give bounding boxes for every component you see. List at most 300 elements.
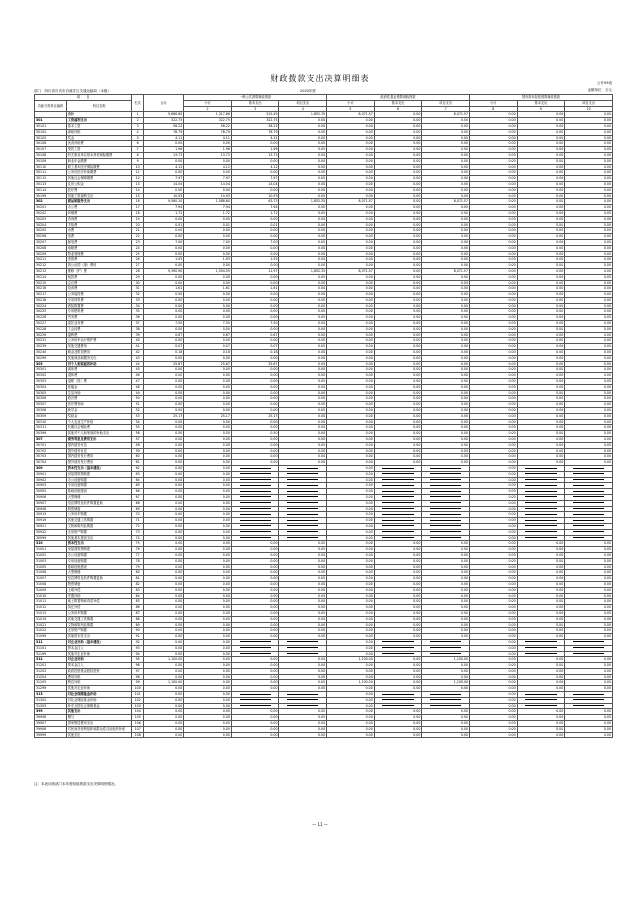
row-value: 0.00 (231, 605, 279, 611)
dash-mark (382, 647, 413, 648)
row-name: 国内债务发行费用 (66, 454, 132, 460)
row-value: 0.00 (565, 686, 613, 692)
row-code: 39907 (35, 721, 67, 727)
row-value: 7.00 (231, 239, 279, 245)
row-value: 0.00 (469, 263, 517, 269)
row-value: 1.93 (144, 257, 184, 263)
row-value: 0.00 (231, 593, 279, 599)
row-name: 资本性支出（基本建设） (66, 466, 132, 472)
row-value: 0.00 (517, 431, 565, 437)
row-lineno: 47 (132, 379, 144, 385)
row-value: 0.00 (327, 187, 375, 193)
row-name: 基本工资 (66, 123, 132, 129)
row-value: 0.00 (327, 338, 375, 344)
row-value: 0.00 (327, 610, 375, 616)
row-value: 0.00 (144, 425, 184, 431)
row-value: 0.00 (374, 663, 422, 669)
row-lineno: 44 (132, 361, 144, 367)
row-value: 0.00 (517, 222, 565, 228)
dash-mark (240, 496, 271, 497)
row-lineno: 19 (132, 216, 144, 222)
dash-mark (382, 653, 413, 654)
row-value: 0.00 (327, 442, 375, 448)
row-name: 土地补偿 (66, 587, 132, 593)
row-value: 0.00 (144, 703, 184, 709)
row-value: 0.00 (231, 303, 279, 309)
row-name: 利息补贴 (66, 680, 132, 686)
dash-mark (287, 520, 318, 521)
row-value: 0.00 (231, 437, 279, 443)
row-value: 0.00 (184, 251, 232, 257)
row-lineno: 83 (132, 587, 144, 593)
dash-mark (430, 531, 461, 532)
expenditure-table (34, 94, 613, 738)
row-value: 0.00 (144, 170, 184, 176)
row-code: 30102 (35, 129, 67, 135)
dash-mark (287, 496, 318, 497)
row-value: 0.00 (327, 303, 375, 309)
row-value: 0.00 (422, 176, 470, 182)
row-value: 322.75 (231, 118, 279, 124)
row-value: 0.00 (374, 216, 422, 222)
row-value: 0.00 (565, 350, 613, 356)
row-value: 0.00 (231, 680, 279, 686)
row-value: 0.00 (469, 454, 517, 460)
row-name: 国家赔偿费用支出 (66, 721, 132, 727)
row-value: 0.00 (469, 605, 517, 611)
dash-mark (382, 502, 413, 503)
row-value: 0.00 (565, 558, 613, 564)
dash-mark (525, 525, 556, 526)
row-value: 0.18 (231, 350, 279, 356)
row-value: 0.00 (422, 593, 470, 599)
row-name: 个人农业生产补贴 (66, 419, 132, 425)
header-total: 合计 (144, 95, 184, 112)
dash-mark (430, 520, 461, 521)
row-value: 0.00 (374, 379, 422, 385)
row-lineno: 31 (132, 286, 144, 292)
row-value: 0.00 (374, 286, 422, 292)
row-value: 0.00 (327, 396, 375, 402)
row-name: 其他支出 (66, 709, 132, 715)
row-value: 0.00 (374, 222, 422, 228)
row-value: 0.00 (279, 263, 327, 269)
colnum: 2 (184, 106, 232, 112)
row-value: 0.00 (565, 181, 613, 187)
row-value: 0.00 (184, 454, 232, 460)
row-value: 0.00 (469, 518, 517, 524)
row-value: 0.00 (327, 373, 375, 379)
row-value: 0.00 (469, 303, 517, 309)
row-code: 30307 (35, 402, 67, 408)
row-value: 0.00 (422, 448, 470, 454)
row-value: 0.00 (422, 402, 470, 408)
row-value: 0.00 (422, 558, 470, 564)
row-value: 0.00 (184, 576, 232, 582)
row-value: 0.00 (231, 373, 279, 379)
header-name: 科目名称 (66, 100, 132, 112)
row-value: 0.00 (279, 437, 327, 443)
dash-mark (525, 520, 556, 521)
dash-mark (573, 525, 604, 526)
row-value: 0.00 (279, 118, 327, 124)
row-name: 租赁费 (66, 274, 132, 280)
row-lineno: 43 (132, 355, 144, 361)
row-code: 31010 (35, 593, 67, 599)
row-value: 0.00 (517, 292, 565, 298)
row-value: 0.00 (469, 674, 517, 680)
row-value: 0.00 (374, 448, 422, 454)
row-value: 7.94 (144, 205, 184, 211)
row-value: 0.00 (374, 599, 422, 605)
row-value: 0.00 (469, 350, 517, 356)
row-value: 0.00 (184, 593, 232, 599)
row-value: 0.00 (184, 460, 232, 466)
row-value: 0.00 (184, 338, 232, 344)
table-body (35, 112, 613, 738)
dash-mark (525, 496, 556, 497)
dash-mark (240, 705, 271, 706)
row-name: 代缴社会保险费 (66, 425, 132, 431)
row-name: 补充全国社会保障基金 (66, 703, 132, 709)
row-name: 培训费 (66, 286, 132, 292)
row-value: 0.00 (279, 431, 327, 437)
row-value: 0.00 (231, 686, 279, 692)
row-value: 0.00 (517, 390, 565, 396)
row-name: 其他对企业补助 (66, 651, 132, 657)
row-value: 0.00 (144, 616, 184, 622)
row-code: 30109 (35, 158, 67, 164)
row-value: 0.00 (517, 437, 565, 443)
row-name: 绩效工资 (66, 147, 132, 153)
row-value: 0.00 (469, 251, 517, 257)
row-value: 0.00 (469, 187, 517, 193)
dash-mark (240, 647, 271, 648)
row-code: 30228 (35, 326, 67, 332)
row-value: 8,071.57 (327, 199, 375, 205)
row-lineno: 97 (132, 668, 144, 674)
row-value: 0.00 (374, 593, 422, 599)
row-value: 0.00 (184, 547, 232, 553)
row-name: 水费 (66, 228, 132, 234)
row-value: 0.00 (422, 292, 470, 298)
row-value: 0.00 (279, 732, 327, 738)
row-value: 0.00 (144, 686, 184, 692)
row-value: 0.00 (279, 413, 327, 419)
row-value: 0.00 (565, 141, 613, 147)
row-value: 0.00 (422, 576, 470, 582)
row-value: 1.96 (184, 147, 232, 153)
row-value: 0.00 (279, 726, 327, 732)
row-value: 0.00 (469, 431, 517, 437)
row-value: 0.00 (184, 692, 232, 698)
row-lineno: 33 (132, 297, 144, 303)
row-value: 0.00 (327, 147, 375, 153)
row-value: 0.00 (469, 199, 517, 205)
row-value: 1,100.00 (144, 680, 184, 686)
row-value: 0.00 (469, 419, 517, 425)
row-value: 7.50 (144, 321, 184, 327)
row-lineno: 79 (132, 564, 144, 570)
row-value: 0.00 (422, 628, 470, 634)
row-value: 0.00 (422, 570, 470, 576)
row-value: 0.00 (231, 425, 279, 431)
row-name: 公务接待费 (66, 292, 132, 298)
row-value: 0.00 (469, 535, 517, 541)
row-value: 0.00 (327, 639, 375, 645)
row-value: 0.00 (279, 152, 327, 158)
row-name: 物资储备 (66, 506, 132, 512)
row-code: 30299 (35, 355, 67, 361)
row-lineno: 48 (132, 384, 144, 390)
row-lineno: 5 (132, 135, 144, 141)
row-value: 0.00 (517, 605, 565, 611)
row-name: 被装购置费 (66, 303, 132, 309)
row-lineno: 12 (132, 176, 144, 182)
row-value: 0.00 (144, 587, 184, 593)
dash-mark (287, 473, 318, 474)
row-value: 1.96 (144, 147, 184, 153)
row-value: 0.00 (469, 112, 517, 118)
header-fund-budget: 政府性基金预算财政拨款 (327, 95, 470, 101)
row-value: 0.00 (144, 651, 184, 657)
row-value: 0.00 (144, 558, 184, 564)
row-code: 30301 (35, 367, 67, 373)
row-code: 30106 (35, 141, 67, 147)
row-name: 办公设备购置 (66, 552, 132, 558)
row-value: 0.00 (231, 709, 279, 715)
row-name: 公务员医疗补助缴费 (66, 170, 132, 176)
row-value: 0.00 (374, 309, 422, 315)
dash-mark (525, 705, 556, 706)
row-code: 30209 (35, 251, 67, 257)
row-value: 0.00 (184, 390, 232, 396)
row-value: 0.00 (565, 605, 613, 611)
dash-mark (525, 473, 556, 474)
dash-mark (382, 537, 413, 538)
row-name: 津贴补贴 (66, 129, 132, 135)
row-value: 0.00 (422, 674, 470, 680)
row-value: 0.00 (327, 483, 375, 489)
row-value: 0.00 (279, 321, 327, 327)
row-name: 专用材料费 (66, 297, 132, 303)
row-value: 58.22 (184, 123, 232, 129)
dash-mark (382, 473, 413, 474)
row-value: 0.00 (327, 512, 375, 518)
row-code: 30226 (35, 315, 67, 321)
dash-mark (525, 699, 556, 700)
row-value: 0.00 (422, 390, 470, 396)
dash-mark (430, 641, 461, 642)
row-value: 0.07 (231, 344, 279, 350)
row-name: 信息网络及软件购置更新 (66, 576, 132, 582)
row-value: 0.00 (231, 622, 279, 628)
row-value: 0.00 (144, 506, 184, 512)
row-value: 0.00 (327, 645, 375, 651)
row-lineno: 35 (132, 309, 144, 315)
row-value: 0.00 (231, 297, 279, 303)
row-code: 30213 (35, 268, 67, 274)
row-lineno: 90 (132, 628, 144, 634)
dash-mark (287, 514, 318, 515)
row-value: 0.00 (144, 610, 184, 616)
header-state-capital-budget: 国有资本经营预算财政拨款 (469, 95, 612, 101)
dash-mark (382, 479, 413, 480)
row-value: 1.96 (231, 147, 279, 153)
row-value: 0.00 (327, 205, 375, 211)
row-value: 0.00 (374, 715, 422, 721)
row-value: 0.00 (144, 663, 184, 669)
row-value: 0.00 (517, 274, 565, 280)
row-name: 奖励金 (66, 413, 132, 419)
row-value: 0.00 (422, 552, 470, 558)
row-value: 0.00 (422, 344, 470, 350)
row-value: 0.00 (327, 355, 375, 361)
row-value: 0.00 (279, 454, 327, 460)
dash-mark (430, 514, 461, 515)
dash-mark (573, 485, 604, 486)
row-value: 0.00 (565, 587, 613, 593)
row-value: 0.00 (231, 216, 279, 222)
row-value: 0.00 (565, 129, 613, 135)
row-value: 0.00 (184, 529, 232, 535)
row-value: 0.00 (469, 193, 517, 199)
row-value: 0.00 (279, 210, 327, 216)
row-value: 0.00 (374, 297, 422, 303)
row-value: 0.00 (327, 234, 375, 240)
row-name: 税金及附加费用 (66, 350, 132, 356)
row-value: 0.00 (184, 500, 232, 506)
row-value: 0.00 (327, 245, 375, 251)
row-lineno: 15 (132, 193, 144, 199)
row-code: 30225 (35, 309, 67, 315)
row-value: 0.00 (565, 570, 613, 576)
row-value: 0.00 (469, 129, 517, 135)
row-value: 0.00 (184, 437, 232, 443)
row-value: 0.00 (517, 622, 565, 628)
row-value: 9,886.80 (144, 112, 184, 118)
row-value: 0.00 (279, 593, 327, 599)
row-value: 0.00 (517, 147, 565, 153)
row-value: 0.00 (374, 205, 422, 211)
row-lineno: 51 (132, 402, 144, 408)
row-value: 0.00 (517, 228, 565, 234)
dash-mark (382, 531, 413, 532)
row-value: 7.94 (184, 205, 232, 211)
row-value: 0.00 (469, 599, 517, 605)
row-value: 0.00 (144, 576, 184, 582)
row-value: 0.00 (279, 123, 327, 129)
row-value: 0.00 (327, 228, 375, 234)
row-value: 0.00 (327, 309, 375, 315)
row-value: 1,852.35 (279, 268, 327, 274)
row-value: 0.00 (469, 234, 517, 240)
row-value: 0.00 (231, 564, 279, 570)
row-value: 0.00 (374, 274, 422, 280)
dash-mark (525, 694, 556, 695)
row-value: 0.00 (469, 593, 517, 599)
row-value: 0.00 (327, 558, 375, 564)
row-value: 0.00 (279, 367, 327, 373)
row-value: 0.00 (565, 158, 613, 164)
row-value: 0.00 (184, 408, 232, 414)
row-value: 0.00 (565, 268, 613, 274)
row-value: 0.00 (374, 263, 422, 269)
row-value: 0.00 (184, 610, 232, 616)
dash-mark (240, 531, 271, 532)
row-value: 0.00 (517, 674, 565, 680)
colnum: 6 (374, 106, 422, 112)
row-value: 0.00 (565, 123, 613, 129)
row-value: 0.00 (374, 152, 422, 158)
row-value: 0.00 (327, 326, 375, 332)
row-value: 0.00 (517, 205, 565, 211)
row-value: 0.00 (144, 599, 184, 605)
dash-mark (573, 491, 604, 492)
row-value: 0.00 (422, 460, 470, 466)
row-lineno: 54 (132, 419, 144, 425)
row-value: 0.00 (565, 384, 613, 390)
row-name: 电费 (66, 234, 132, 240)
row-value: 0.00 (565, 599, 613, 605)
row-value: 0.00 (422, 431, 470, 437)
dash-mark (382, 694, 413, 695)
row-value: 4.12 (184, 164, 232, 170)
row-value: 1.93 (231, 257, 279, 263)
dash-mark (573, 514, 604, 515)
row-value: 0.00 (469, 552, 517, 558)
row-value: 0.00 (184, 622, 232, 628)
row-value: 0.67 (231, 332, 279, 338)
row-value: 0.00 (279, 164, 327, 170)
row-code: 31299 (35, 686, 67, 692)
row-value: 0.00 (517, 268, 565, 274)
row-value: 0.00 (565, 315, 613, 321)
row-lineno: 65 (132, 483, 144, 489)
row-value: 0.00 (184, 384, 232, 390)
row-code: 31099 (35, 634, 67, 640)
row-value: 0.00 (517, 152, 565, 158)
row-value: 0.00 (374, 187, 422, 193)
row-value: 0.00 (184, 523, 232, 529)
row-code: 30114 (35, 187, 67, 193)
colnum: 7 (422, 106, 470, 112)
row-code: 30218 (35, 297, 67, 303)
row-value: 0.00 (374, 228, 422, 234)
row-code: 31199 (35, 651, 67, 657)
row-value: 0.00 (327, 460, 375, 466)
row-value: 0.00 (374, 355, 422, 361)
row-value: 0.00 (565, 628, 613, 634)
dash-mark (525, 653, 556, 654)
row-value: 0.00 (422, 286, 470, 292)
row-value: 0.00 (144, 715, 184, 721)
row-value: 0.00 (374, 170, 422, 176)
row-value: 0.00 (517, 303, 565, 309)
row-value: 0.00 (231, 280, 279, 286)
row-value: 0.00 (517, 164, 565, 170)
row-value: 0.00 (469, 315, 517, 321)
row-lineno: 17 (132, 205, 144, 211)
row-value: 0.00 (565, 228, 613, 234)
row-value: 0.00 (374, 181, 422, 187)
dash-mark (240, 479, 271, 480)
row-value: 0.00 (469, 506, 517, 512)
row-code: 30103 (35, 135, 67, 141)
row-value: 0.00 (279, 610, 327, 616)
row-value: 0.00 (144, 471, 184, 477)
row-name: 地上附着物和青苗补偿 (66, 599, 132, 605)
